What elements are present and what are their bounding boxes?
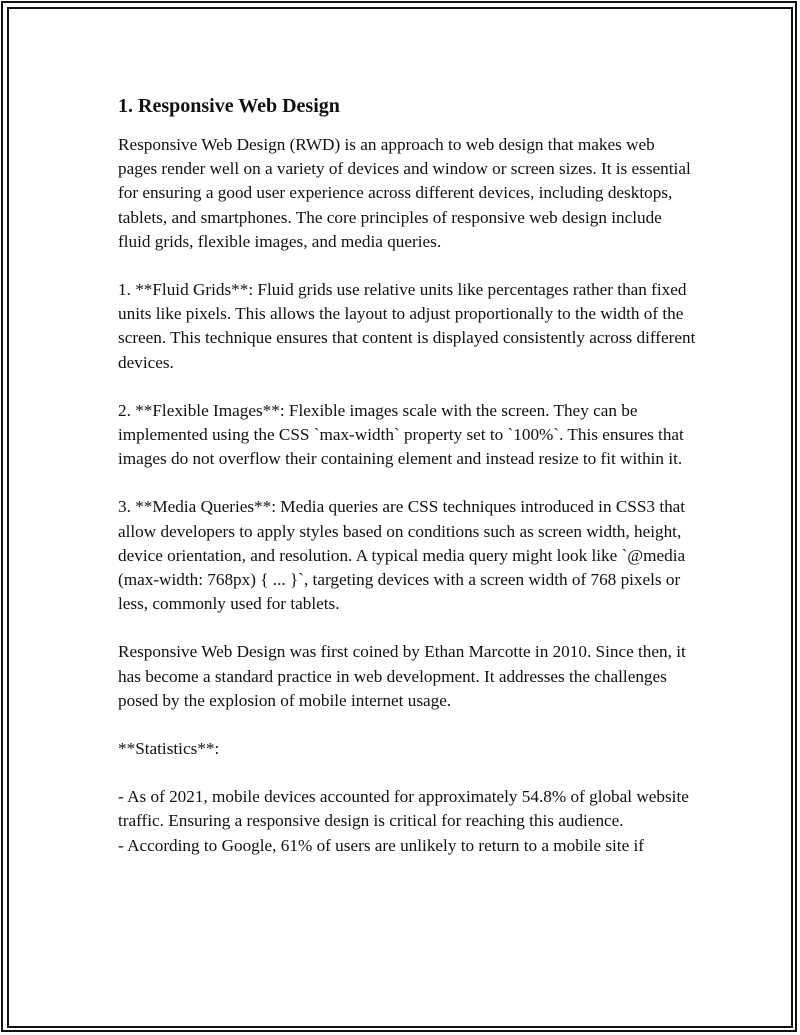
intro-paragraph: Responsive Web Design (RWD) is an approach to web design that makes web pages render well on a variety of devices and window or screen sizes. It is essential for ensuring a good user experience across different devices, including desktops, tablets, and smartphones. The core principles of responsive web design include fluid grids, flexible images, and media queries.: [118, 135, 691, 251]
flexible-images-paragraph: 2. **Flexible Images**: Flexible images scale with the screen. They can be implemented using the CSS `max-width` property set to `100%`. This ensures that images do not overflow their containing element and instead resize to fit within it.: [118, 400, 684, 469]
history-paragraph: Responsive Web Design was first coined by Ethan Marcotte in 2010. Since then, it has become a standard practice in web development. It addresses the challenges posed by the explosion of mobile internet usage.: [118, 642, 686, 710]
fluid-grids-paragraph: 1. **Fluid Grids**: Fluid grids use relative units like percentages rather than fixed units like pixels. This allows the layout to adjust proportionally to the width of the screen. This technique ensures that content is displayed consistently across different devices.: [118, 280, 696, 372]
statistic-item: - As of 2021, mobile devices accounted for approximately 54.8% of global website traffic. Ensuring a responsive design is critical for reaching this audience.: [118, 787, 689, 831]
statistics-heading: **Statistics**:: [118, 739, 220, 759]
media-queries-paragraph: 3. **Media Queries**: Media queries are CSS techniques introduced in CSS3 that allow developers to apply styles based on conditions such as screen width, height, device orientation, and resolution. A typical media query might look like `@media (max-width: 768px) { ... }`, targeting devices with a screen width of 768 pixels or less, commonly used for tablets.: [118, 497, 686, 614]
document-body: [118, 92, 698, 858]
statistic-item: - According to Google, 61% of users are unlikely to return to a mobile site if: [118, 835, 644, 855]
section-heading: 1. Responsive Web Design: [118, 95, 340, 117]
